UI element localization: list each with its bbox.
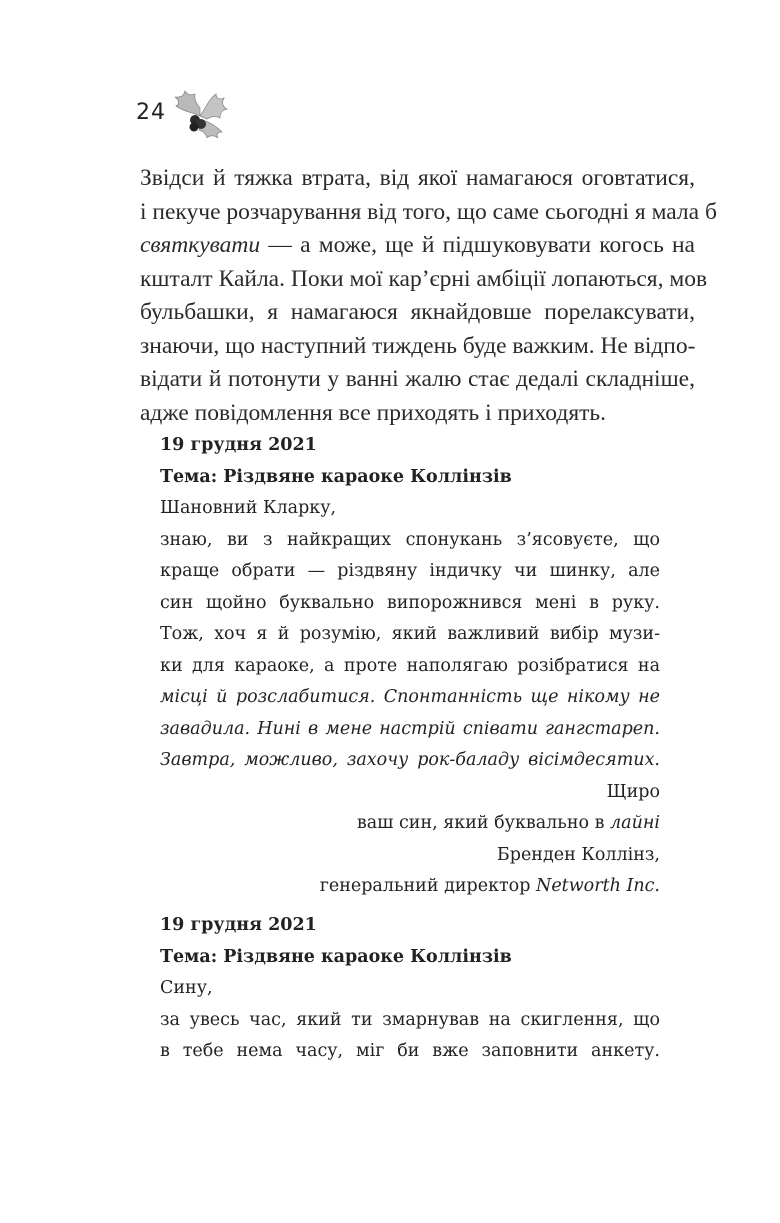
email-line: ки для караоке, а проте наполягаю розібратися на (160, 655, 660, 676)
body-line: бульбашки, я намагаюся якнайдовше порелаксувати, (140, 299, 695, 325)
body-line-rest: — а може, ще й підшуковувати когось на (260, 232, 695, 258)
body-line: кшталт Кайла. Поки мої кар’єрні амбіції лопаються, мов (140, 265, 708, 292)
holly-icon (170, 86, 230, 138)
email-line-italic: Завтра, можливо, захочу рок-баладу вісімдесятих. (160, 750, 660, 770)
email-line: знаю, ви з найкращих спонукань з’ясовуєте, що (160, 529, 660, 550)
email-line: син щойно буквально випорожнився мені в руку. (160, 592, 660, 613)
email-date: 19 грудня 2021 (160, 435, 317, 455)
sign-line-italic: лайні (610, 813, 660, 833)
email-subject: Тема: Різдвяне караоке Коллінзів (160, 466, 512, 487)
email-sign-line (160, 808, 660, 840)
email-line: краще обрати — різдвяну індичку чи шинку, але (160, 561, 660, 581)
body-line (140, 229, 695, 263)
email-line: в тебе нема часу, міг би вже заповнити анкету. (160, 1041, 660, 1061)
body-line: відати й потонути у ванні жалю стає дедалі складніше, (140, 366, 695, 392)
body-line: Звідси й тяжка втрата, від якої намагаюся оговтатися, (140, 165, 695, 191)
body-emphasis: святкувати (140, 232, 261, 258)
email-2 (160, 910, 660, 1068)
email-date: 19 грудня 2021 (160, 915, 317, 935)
body-paragraph (140, 162, 717, 430)
email-greeting: Шановний Кларку, (160, 498, 337, 518)
sign-line-prefix: ваш син, який буквально в (356, 813, 611, 833)
body-line: знаючи, що наступний тиждень буде важким. Не відпо- (140, 332, 696, 359)
email-line: Тож, хоч я й розумію, який важливий вибір музи- (160, 624, 660, 644)
email-subject: Тема: Різдвяне караоке Коллінзів (160, 946, 512, 967)
body-line: і пекуче розчарування від того, що саме сьогодні я мала б (140, 198, 717, 225)
email-line-italic: місці й розслабитися. Спонтанність ще нікому не (160, 687, 660, 707)
body-line: адже повідомлення все приходять і приходять. (140, 399, 606, 426)
email-sign-name: Бренден Коллінз, (496, 844, 660, 865)
email-sign-closing: Щиро (606, 781, 660, 802)
sign-company: Networth Inc. (536, 876, 660, 896)
page-number: 24 (136, 100, 166, 125)
email-sign-title (160, 871, 660, 903)
email-1 (160, 430, 660, 903)
sign-title-prefix: генеральний директор (319, 876, 536, 896)
email-line: за увесь час, який ти змарнував на скиглення, що (160, 1009, 660, 1030)
email-line-italic: завадила. Нині в мене настрій співати гангстареп. (160, 718, 660, 739)
email-greeting: Сину, (160, 978, 213, 998)
